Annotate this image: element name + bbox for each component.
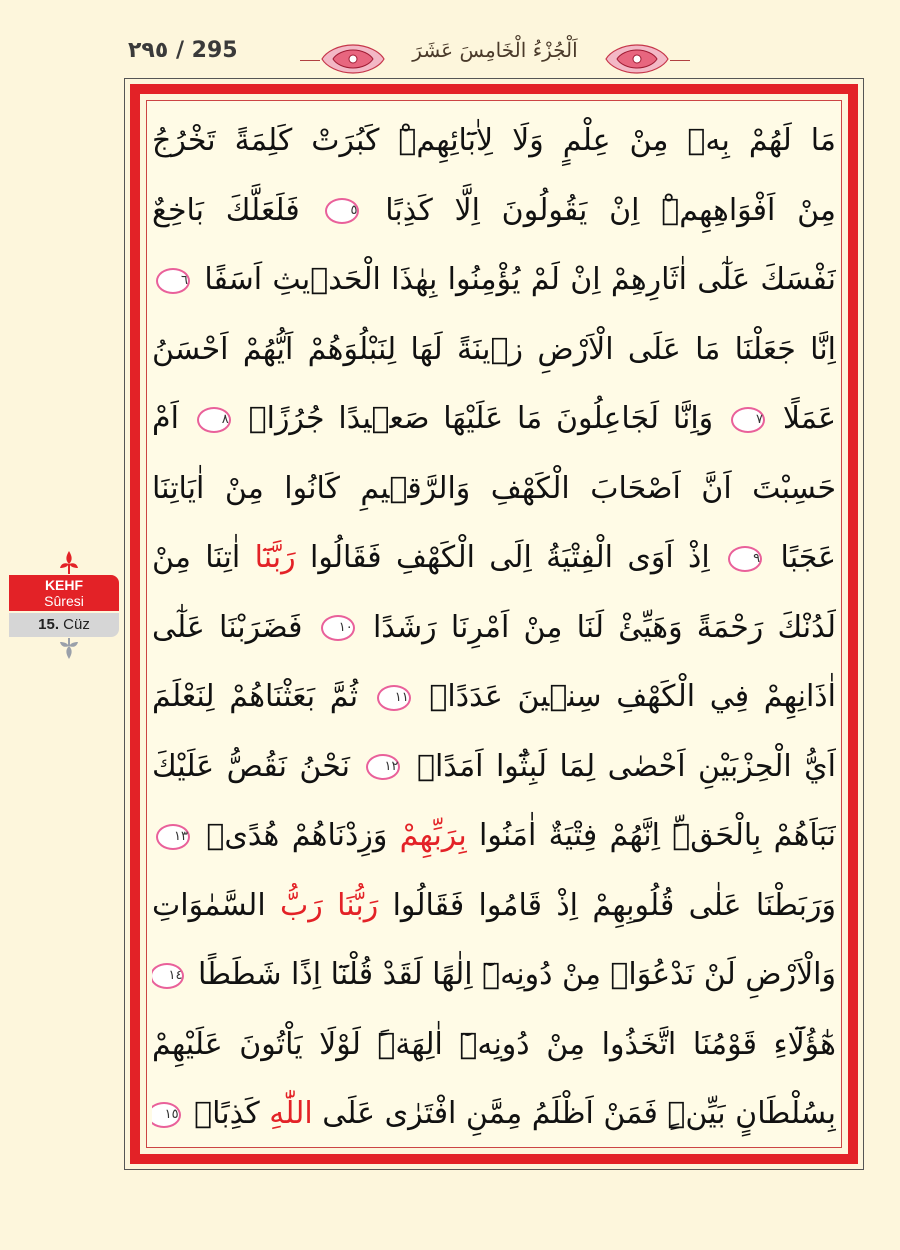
verse-text: نَحْنُ نَقُصُّ عَلَيْكَ (152, 748, 350, 784)
verse-line (152, 732, 836, 802)
juz-header (300, 38, 690, 80)
verse-text: اَيُّ الْحِزْبَيْنِ اَحْصٰى لِمَا لَبِثُٓوا اَمَدًا۟ (416, 748, 836, 784)
verse-text: عَمَلًا (782, 401, 836, 436)
verse-text: ثُمَّ بَعَثْنَاهُمْ لِنَعْلَمَ (152, 679, 359, 714)
verse-line (152, 523, 836, 593)
juz-title: اَلْجُزْءُ الْخَامِسَ عَشَرَ (412, 38, 578, 62)
highlighted-word: رَبُّنَا رَبُّ (280, 887, 379, 923)
verse-text: كَذِبًاۜ (194, 1096, 260, 1131)
fleur-ornament-icon (58, 638, 80, 660)
verse-line (152, 871, 836, 941)
verse-text: وَزِدْنَاهُمْ هُدًىۗ (206, 818, 388, 853)
fleur-ornament-icon (58, 550, 80, 574)
ayah-number-marker: ٥ (325, 198, 359, 224)
verse-text: اَمْ (152, 401, 179, 436)
ayah-number-marker: ٩ (728, 546, 762, 572)
juz-badge (9, 613, 119, 637)
ayah-number-marker: ١٢ (366, 754, 400, 780)
verse-line (152, 106, 836, 176)
verse-text: اِذْ اَوَى الْفِتْيَةُ اِلَى الْكَهْفِ فَقَالُوا (309, 540, 710, 575)
floral-ornament-icon (318, 42, 388, 76)
verse-text: وَاِنَّا لَجَاعِلُونَ مَا عَلَيْهَا صَع۪يدًا جُرُزًاۜ (248, 401, 714, 436)
verse-line (152, 315, 836, 385)
ayah-number-marker: ١٥ (152, 1102, 181, 1128)
verse-text-block (152, 106, 836, 1149)
verse-text: بِسُلْطَانٍ بَيِّنٍۜ فَمَنْ اَظْلَمُ مِمَّنِ افْتَرٰى عَلَى (322, 1096, 836, 1131)
verse-text: نَفْسَكَ عَلٰٓى اٰثَارِهِمْ اِنْ لَمْ يُؤْمِنُوا بِهٰذَا الْحَد۪يثِ اَسَفًا (204, 262, 836, 297)
verse-line (152, 1079, 836, 1149)
header-rule-left (300, 60, 320, 61)
ayah-number-marker: ٦ (156, 268, 190, 294)
verse-line (152, 454, 836, 524)
verse-text: اِنَّا جَعَلْنَا مَا عَلَى الْاَرْضِ ز۪ينَةً لَهَا لِنَبْلُوَهُمْ اَيُّهُمْ اَحْسَنُ (152, 331, 836, 367)
verse-text: هٰٓؤُلَٓاءِ قَوْمُنَا اتَّخَذُوا مِنْ دُونِه۪ٓ اٰلِهَةًۜ لَوْلَا يَاْتُونَ عَلَيْهِمْ (152, 1026, 836, 1062)
surah-badge (9, 575, 119, 611)
verse-text: وَالْاَرْضِ لَنْ نَدْعُوَا۟ مِنْ دُونِه۪ٓ اِلٰهًا لَقَدْ قُلْنَٓا اِذًا شَطَطًا (197, 957, 836, 992)
ayah-number-marker: ١٠ (321, 615, 355, 641)
juz-word: Cüz (63, 616, 90, 633)
verse-line (152, 384, 836, 454)
floral-ornament-icon (602, 42, 672, 76)
header-rule-right (670, 60, 690, 61)
verse-text: وَرَبَطْنَا عَلٰى قُلُوبِهِمْ اِذْ قَامُوا فَقَالُوا (392, 887, 836, 923)
highlighted-word: رَبَّنَٓا (254, 540, 296, 575)
ayah-number-marker: ٨ (197, 407, 231, 433)
verse-text: فَضَرَبْنَا عَلٰٓى (152, 609, 303, 645)
verse-text: حَسِبْتَ اَنَّ اَصْحَابَ الْكَهْفِ وَالرَّق۪يمِ كَانُوا مِنْ اٰيَاتِنَا (152, 470, 836, 506)
verse-text: مِنْ اَفْوَاهِهِمْۜ اِنْ يَقُولُونَ اِلَّا كَذِبًا (385, 192, 836, 228)
surah-name: KEHF (44, 577, 84, 593)
verse-line (152, 801, 836, 871)
verse-text: لَدُنْكَ رَحْمَةً وَهَيِّئْ لَنَا مِنْ اَمْرِنَا رَشَدًا (372, 609, 836, 645)
juz-number: 15. (38, 616, 59, 633)
verse-text: السَّمٰوَاتِ (152, 887, 266, 923)
verse-line (152, 940, 836, 1010)
verse-text: اٰتِنَا مِنْ (152, 540, 241, 575)
verse-line (152, 1010, 836, 1080)
verse-text: عَجَبًا (780, 540, 836, 575)
verse-text: فَلَعَلَّكَ بَاخِعٌ (152, 192, 300, 228)
surah-suffix: Sûresi (44, 593, 84, 609)
highlighted-word: بِرَبِّهِمْ (399, 818, 467, 853)
verse-line (152, 593, 836, 663)
page-number: ٢٩٥ / 295 (128, 38, 238, 63)
verse-line (152, 176, 836, 246)
ayah-number-marker: ١٤ (152, 963, 184, 989)
ayah-number-marker: ١٣ (156, 824, 190, 850)
ayah-number-marker: ٧ (731, 407, 765, 433)
verse-line (152, 245, 836, 315)
highlighted-word: اللّٰهِ (269, 1096, 313, 1131)
verse-text: نَبَاَهُمْ بِالْحَقِّۜ اِنَّهُمْ فِتْيَةٌ اٰمَنُوا (479, 818, 836, 853)
verse-text: مَا لَهُمْ بِه۪ مِنْ عِلْمٍ وَلَا لِاٰبَٓائِهِمْۜ كَبُرَتْ كَلِمَةً تَخْرُجُ (152, 123, 836, 158)
verse-line (152, 662, 836, 732)
verse-text: اٰذَانِهِمْ فِي الْكَهْفِ سِن۪ينَ عَدَدًاۙ (429, 679, 836, 714)
ayah-number-marker: ١١ (377, 685, 411, 711)
